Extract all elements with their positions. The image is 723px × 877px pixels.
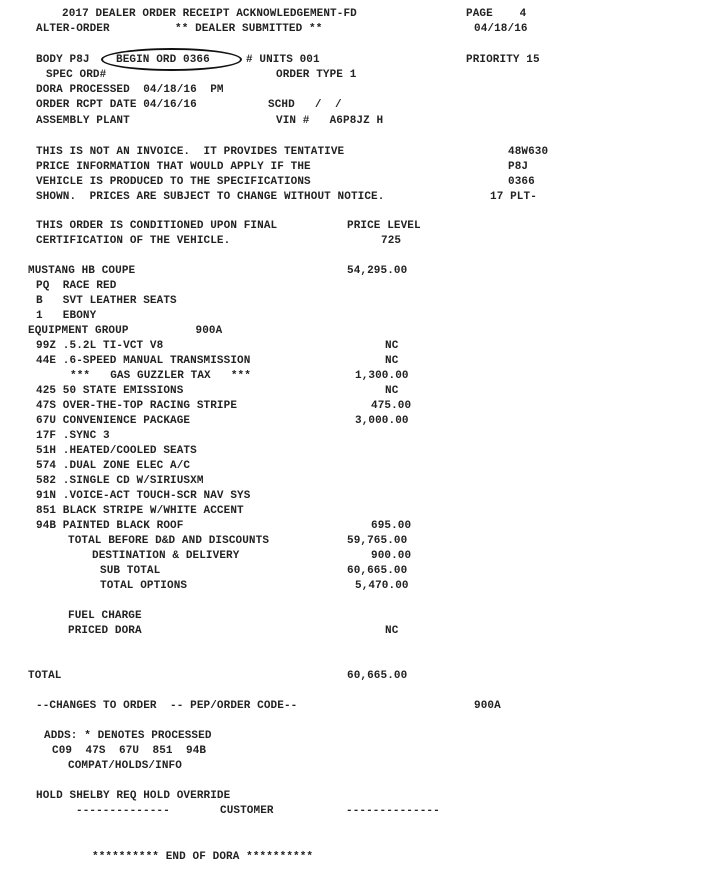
line-total-options: TOTAL OPTIONS [100, 580, 188, 592]
line-changes-code: 900A [474, 700, 501, 712]
line-total-before: TOTAL BEFORE D&D AND DISCOUNTS [68, 535, 270, 547]
line-notice-3: VEHICLE IS PRODUCED TO THE SPECIFICATIONS [36, 176, 311, 188]
line-model: MUSTANG HB COUPE [28, 265, 136, 277]
line-header-alter: ALTER-ORDER [36, 23, 110, 35]
line-vin: VIN # A6P8JZ H [276, 115, 384, 127]
line-opt-99z-price: NC [385, 340, 399, 352]
line-adds: ADDS: * DENOTES PROCESSED [44, 730, 212, 742]
line-opt-99z: 99Z .5.2L TI-VCT V8 [36, 340, 164, 352]
line-paint: PQ RACE RED [36, 280, 117, 292]
line-destination-price: 900.00 [371, 550, 412, 562]
line-opt-574: 574 .DUAL ZONE ELEC A/C [36, 460, 191, 472]
line-dora-processed: DORA PROCESSED 04/18/16 PM [36, 84, 224, 96]
line-header-page: PAGE 4 [466, 8, 527, 20]
line-opt-17f: 17F .SYNC 3 [36, 430, 110, 442]
line-priced-dora: PRICED DORA [68, 625, 142, 637]
line-end: ********** END OF DORA ********** [92, 851, 314, 863]
line-header-title: 2017 DEALER ORDER RECEIPT ACKNOWLEDGEMENT-FD [62, 8, 357, 20]
line-opt-425-price: NC [385, 385, 399, 397]
line-opt-94b-price: 695.00 [371, 520, 412, 532]
line-opt-44e: 44E .6-SPEED MANUAL TRANSMISSION [36, 355, 251, 367]
line-total-options-price: 5,470.00 [355, 580, 409, 592]
line-priced-dora-price: NC [385, 625, 399, 637]
line-notice-2: PRICE INFORMATION THAT WOULD APPLY IF THE [36, 161, 311, 173]
line-notice-code-4: 17 PLT- [490, 191, 537, 203]
line-opt-91n: 91N .VOICE-ACT TOUCH-SCR NAV SYS [36, 490, 251, 502]
line-notice-1: THIS IS NOT AN INVOICE. IT PROVIDES TENTATIVE [36, 146, 345, 158]
line-guzzler: *** GAS GUZZLER TAX *** [70, 370, 251, 382]
line-changes: --CHANGES TO ORDER -- PEP/ORDER CODE-- [36, 700, 298, 712]
line-assembly-plant: ASSEMBLY PLANT [36, 115, 130, 127]
line-header-submitted: ** DEALER SUBMITTED ** [175, 23, 323, 35]
line-order-type: ORDER TYPE 1 [276, 69, 357, 81]
line-guzzler-price: 1,300.00 [355, 370, 409, 382]
line-sub-total-price: 60,665.00 [347, 565, 408, 577]
line-hold: HOLD SHELBY REQ HOLD OVERRIDE [36, 790, 231, 802]
line-hold-dash-2: -------------- [346, 805, 440, 817]
line-hold-dash-1: -------------- [76, 805, 170, 817]
line-notice-code-3: 0366 [508, 176, 535, 188]
line-notice-4: SHOWN. PRICES ARE SUBJECT TO CHANGE WITHOUT NOTICE. [36, 191, 385, 203]
line-opt-67u-price: 3,000.00 [355, 415, 409, 427]
line-model-price: 54,295.00 [347, 265, 408, 277]
line-total: TOTAL [28, 670, 62, 682]
line-opt-425: 425 50 STATE EMISSIONS [36, 385, 184, 397]
line-price-level-value: 725 [381, 235, 402, 247]
line-notice-code-2: P8J [508, 161, 529, 173]
line-compat: COMPAT/HOLDS/INFO [68, 760, 182, 772]
line-opt-47s: 47S OVER-THE-TOP RACING STRIPE [36, 400, 238, 412]
line-opt-44e-price: NC [385, 355, 399, 367]
line-notice-code-1: 48W630 [508, 146, 549, 158]
line-opt-51h: 51H .HEATED/COOLED SEATS [36, 445, 197, 457]
line-destination: DESTINATION & DELIVERY [92, 550, 240, 562]
line-opt-67u: 67U CONVENIENCE PACKAGE [36, 415, 191, 427]
line-opt-582: 582 .SINGLE CD W/SIRIUSXM [36, 475, 204, 487]
line-cond-2: CERTIFICATION OF THE VEHICLE. [36, 235, 231, 247]
line-order-rcpt: ORDER RCPT DATE 04/16/16 [36, 99, 197, 111]
line-price-level-label: PRICE LEVEL [347, 220, 421, 232]
line-cond-1: THIS ORDER IS CONDITIONED UPON FINAL [36, 220, 278, 232]
line-opt-851: 851 BLACK STRIPE W/WHITE ACCENT [36, 505, 244, 517]
line-priority: PRIORITY 15 [466, 54, 540, 66]
line-body-label: BODY P8J [36, 54, 90, 66]
line-units: # UNITS 001 [246, 54, 320, 66]
line-fuel-charge: FUEL CHARGE [68, 610, 142, 622]
line-customer: CUSTOMER [220, 805, 274, 817]
line-opt-47s-price: 475.00 [371, 400, 412, 412]
line-total-before-price: 59,765.00 [347, 535, 408, 547]
line-equip-group: EQUIPMENT GROUP 900A [28, 325, 223, 337]
line-total-price: 60,665.00 [347, 670, 408, 682]
line-opt-94b: 94B PAINTED BLACK ROOF [36, 520, 184, 532]
line-seats: B SVT LEATHER SEATS [36, 295, 177, 307]
line-adds-codes: C09 47S 67U 851 94B [52, 745, 207, 757]
line-header-date: 04/18/16 [474, 23, 528, 35]
line-trim: 1 EBONY [36, 310, 97, 322]
line-sub-total: SUB TOTAL [100, 565, 161, 577]
line-begin-ord: BEGIN ORD 0366 [116, 54, 210, 66]
line-spec-ord: SPEC ORD# [46, 69, 107, 81]
line-schd: SCHD / / [268, 99, 342, 111]
